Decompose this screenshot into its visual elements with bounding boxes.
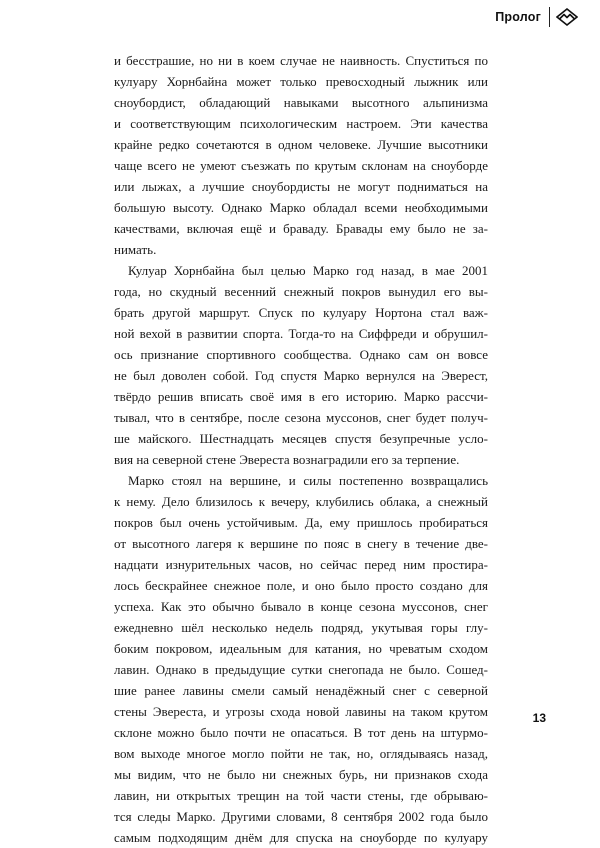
text-line: от высотного лагеря к вершине по пояс в снегу в течение две- (114, 536, 488, 551)
paragraph (114, 470, 488, 848)
text-line: стены Эвереста, и угрозы схода новой лавины на таком крутом (114, 704, 488, 719)
text-line: брать другой маршрут. Спуск по кулуару Нортона стал важ- (114, 305, 488, 320)
text-line: ось признание спортивного сообщества. Однако сам он вовсе (114, 347, 488, 362)
text-line: и соответствующим психологическим настроем. Эти качества (114, 116, 488, 131)
text-line: мы видим, что не было ни снежных бурь, ни признаков схода (114, 767, 488, 782)
text-line: боким покровом, идеальным для катания, но чреватым сходом (114, 641, 488, 656)
text-line: к нему. Дело близилось к вечеру, клубились облака, а снежный (114, 494, 488, 509)
text-line: года, но скудный весенний снежный покров вынудил его вы- (114, 284, 488, 299)
text-line: большую высоту. Однако Марко обладал всеми необходимыми (114, 200, 488, 215)
text-line: склоне можно было почти не опасаться. В тот день на штурмо- (114, 725, 488, 740)
text-line: твёрдо решив вписать своё имя в его историю. Марко рассчи- (114, 389, 488, 404)
text-line: лавин. Однако в предыдущие сутки снегопада не было. Сошед- (114, 662, 488, 677)
mountain-logo-icon (556, 8, 578, 26)
text-line: самым подходящим днём для спуска на сноуборде по кулуару (114, 830, 488, 845)
text-line: нимать. (114, 242, 157, 257)
text-line: ежедневно шёл несколько недель подряд, укутывая горы глу- (114, 620, 488, 635)
header-divider (549, 7, 550, 27)
chapter-title: Пролог (495, 10, 541, 24)
running-header (495, 6, 578, 28)
text-line: надцати изнурительных часов, но сейчас перед ним простира- (114, 557, 488, 572)
text-line: кулуару Хорнбайна может только превосходный лыжник или (114, 74, 488, 89)
text-line: ше майского. Шестнадцать месяцев спустя безупречные усло- (114, 431, 488, 446)
text-line: покров был очень устойчивым. Да, ему пришлось пробираться (114, 515, 488, 530)
paragraph (114, 260, 488, 470)
text-line: успеха. Как это обычно бывало в конце сезона муссонов, снег (114, 599, 488, 614)
text-line: тывал, что в сентябре, после сезона муссонов, снег будет получ- (114, 410, 488, 425)
text-line: лось бескрайнее снежное поле, и оно было просто создано для (114, 578, 488, 593)
paragraph (114, 50, 488, 260)
text-line: ной вехой в развитии спорта. Тогда-то на Сиффреди и обрушил- (114, 326, 488, 341)
text-line: качествами, включая ещё и браваду. Бравады ему было не за- (114, 221, 488, 236)
text-line: чаще всего не умеют съезжать по крутым склонам на сноуборде (114, 158, 488, 173)
text-line: сноубордист, обладающий навыками высотного альпинизма (114, 95, 488, 110)
text-line: Кулуар Хорнбайна был целью Марко год назад, в мае 2001 (128, 263, 488, 278)
text-line: и бесстрашие, но ни в коем случае не наивность. Спуститься по (114, 53, 488, 68)
text-line: не был доволен собой. Год спустя Марко вернулся на Эверест, (114, 368, 488, 383)
text-line: лавин, ни открытых трещин на той части стены, где обрываю- (114, 788, 488, 803)
text-line: тся следы Марко. Другими словами, 8 сентября 2002 года было (114, 809, 488, 824)
text-line: или лыжах, а лучшие сноубордисты не могут подниматься на (114, 179, 488, 194)
text-line: вом выходе многое могло пойти не так, но, оглядываясь назад, (114, 746, 488, 761)
body-text (114, 50, 488, 848)
page-number: 13 (532, 711, 546, 725)
text-line: Марко стоял на вершине, и силы постепенно возвращались (128, 473, 488, 488)
text-line: шие ранее лавины смели самый ненадёжный снег с северной (114, 683, 488, 698)
text-line: вия на северной стене Эвереста вознаградили его за терпение. (114, 452, 460, 467)
text-line: крайне редко сочетаются в одном человеке. Лучшие высотники (114, 137, 488, 152)
